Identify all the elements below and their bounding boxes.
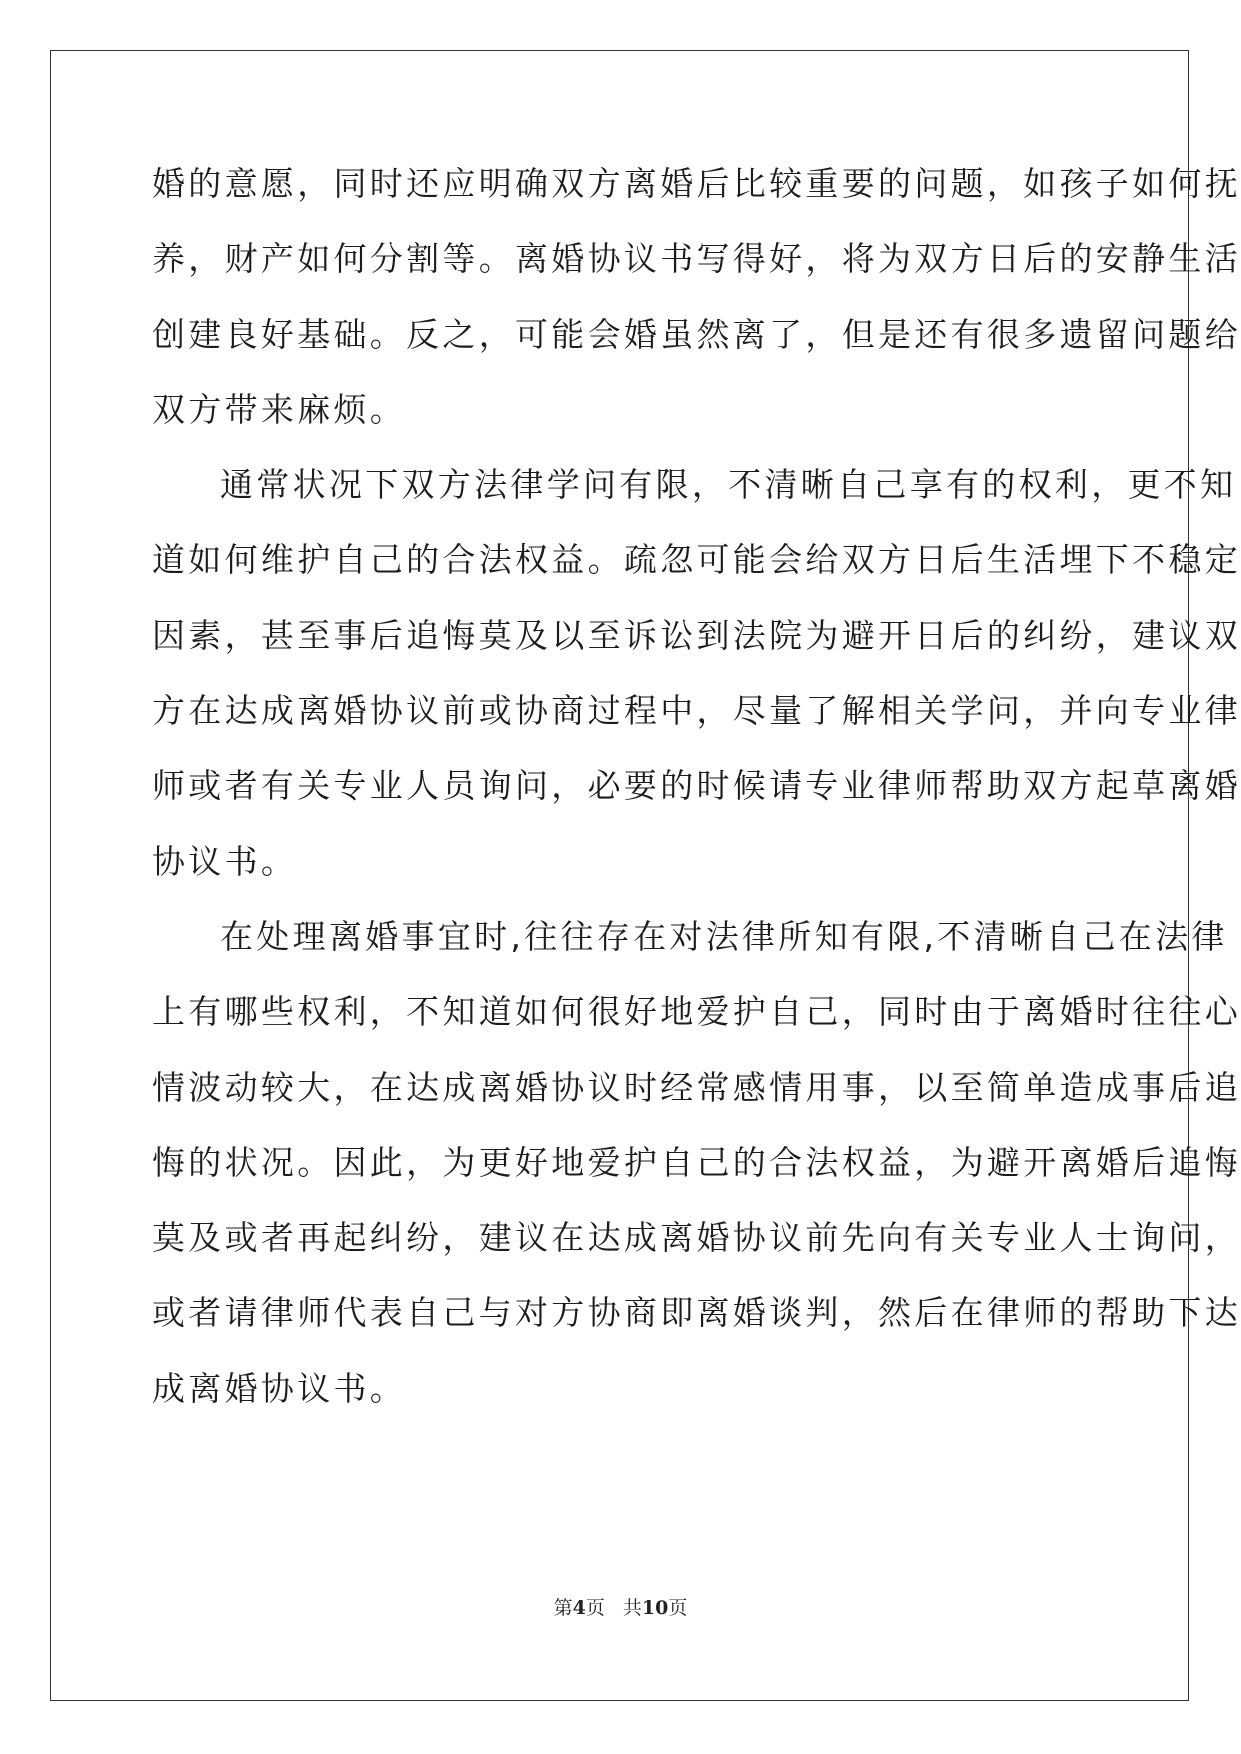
total-pages: 10 [641,1597,669,1619]
text-line: 道如何维护自己的合法权益。疏忽可能会给双方日后生活埋下不稳定 [152,540,1241,580]
text-line: 莫及或者再起纠纷，建议在达成离婚协议前先向有关专业人士询问， [152,1218,1241,1258]
total-suffix: 页 [668,1597,688,1619]
text-line: 因素，甚至事后追悔莫及以至诉讼到法院为避开日后的纠纷，建议双 [152,615,1241,655]
total-prefix: 共 [622,1597,642,1619]
text-line: 双方带来麻烦。 [152,389,407,429]
document-body [152,162,1241,1442]
text-line: 或者请律师代表自己与对方协商即离婚谈判，然后在律师的帮助下达 [152,1293,1241,1333]
text-line: 成离婚协议书。 [152,1368,407,1408]
text-line: 师或者有关专业人员询问，必要的时候请专业律师帮助双方起草离婚 [152,766,1241,806]
text-line: 情波动较大，在达成离婚协议时经常感情用事，以至简单造成事后追 [152,1067,1241,1107]
text-line: 上有哪些权利，不知道如何很好地爱护自己，同时由于离婚时往往心 [152,992,1241,1032]
text-line: 悔的状况。因此，为更好地爱护自己的合法权益，为避开离婚后追悔 [152,1142,1241,1182]
page-footer [0,1593,1241,1620]
text-line: 养，财产如何分割等。离婚协议书写得好，将为双方日后的安静生活 [152,239,1241,279]
page-suffix: 页 [585,1597,605,1619]
text-line: 通常状况下双方法律学问有限，不清晰自己享有的权利，更不知 [220,465,1237,505]
text-line: 在处理离婚事宜时,往往存在对法律所知有限,不清晰自己在法律 [220,916,1228,956]
text-line: 婚的意愿，同时还应明确双方离婚后比较重要的问题，如孩子如何抚 [152,164,1241,203]
text-line: 创建良好基础。反之，可能会婚虽然离了，但是还有很多遗留问题给 [152,314,1241,354]
page-prefix: 第 [553,1597,573,1619]
page-number: 4 [572,1597,586,1619]
text-line: 方在达成离婚协议前或协商过程中，尽量了解相关学问，并向专业律 [152,691,1241,731]
text-line: 协议书。 [152,841,298,881]
